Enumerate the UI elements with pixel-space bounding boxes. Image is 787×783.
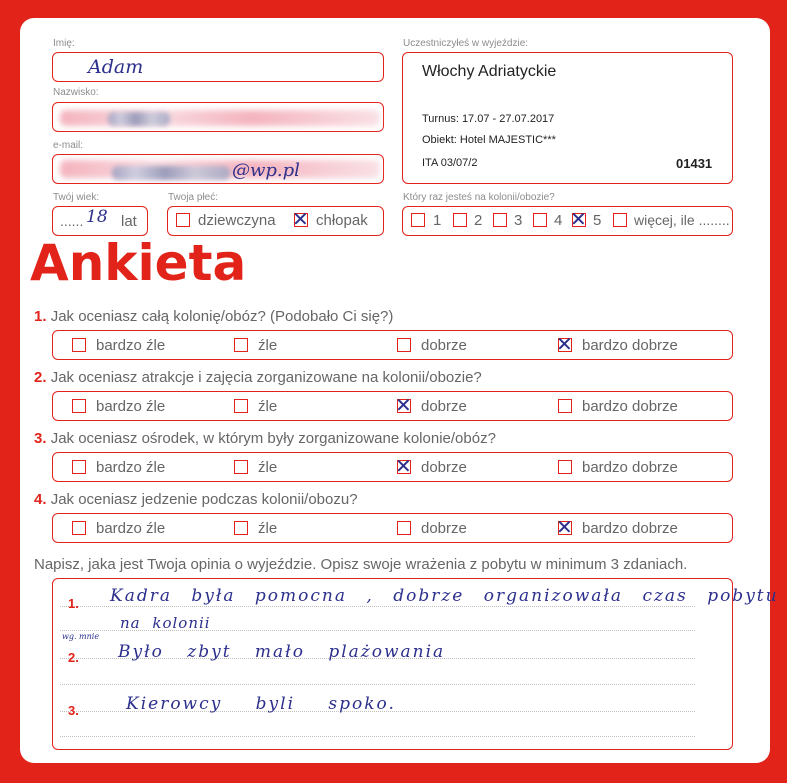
q3-option-4-label: bardzo dobrze	[582, 459, 678, 476]
q1-option-1-label: bardzo źle	[96, 337, 166, 354]
q3-option-1-checkbox[interactable]	[72, 460, 86, 474]
q2-check-mark: ✕	[395, 393, 412, 417]
q4-option-2-checkbox[interactable]	[234, 521, 248, 535]
age-label: Twój wiek:	[53, 192, 100, 203]
trip-obiekt: Obiekt: Hotel MAJESTIC***	[422, 134, 556, 146]
question-number: 4.	[34, 491, 47, 508]
q2-option-1-label: bardzo źle	[96, 398, 166, 415]
q4-option-1-checkbox[interactable]	[72, 521, 86, 535]
q1-option-4-label: bardzo dobrze	[582, 337, 678, 354]
q3-option-1-label: bardzo źle	[96, 459, 166, 476]
opinion-prompt: Napisz, jaka jest Twoja opinia o wyjeździe. Opisz swoje wrażenia z pobytu w minimum 3 zdaniach.	[34, 556, 688, 573]
name-label: Imię:	[53, 38, 75, 49]
times-label: Który raz jesteś na kolonii/obozie?	[403, 192, 555, 203]
times-2-label: 2	[474, 212, 483, 229]
times-3-checkbox[interactable]	[493, 213, 507, 227]
email-redacted-ink	[112, 166, 230, 180]
q4-option-4-label: bardzo dobrze	[582, 520, 678, 537]
q3-option-4-checkbox[interactable]	[558, 460, 572, 474]
opinion-text-3: Kierowcy byli spoko.	[126, 694, 396, 714]
opinion-text-1: Kadra była pomocna , dobrze organizowała czas pobytu	[110, 586, 779, 606]
times-5-check-mark: ✕	[570, 207, 587, 231]
opinion-line-1	[60, 606, 695, 607]
q2-option-4-checkbox[interactable]	[558, 399, 572, 413]
times-1-label: 1	[433, 212, 442, 229]
q2-option-1-checkbox[interactable]	[72, 399, 86, 413]
times-3-label: 3	[514, 212, 523, 229]
opinion-line-3b	[60, 736, 695, 737]
gender-female-checkbox[interactable]	[176, 213, 190, 227]
times-more-label: więcej, ile ........	[634, 212, 730, 228]
gender-male-check-mark: ✕	[292, 207, 309, 231]
q3-option-2-label: źle	[258, 459, 278, 476]
q1-option-3-label: dobrze	[421, 337, 467, 354]
question-text: Jak oceniasz całą kolonię/obóz? (Podobało Ci się?)	[50, 308, 394, 325]
question-text: Jak oceniasz jedzenie podczas kolonii/obozu?	[50, 491, 358, 508]
gender-male-label: chłopak	[316, 212, 368, 229]
gender-label: Twoja płeć:	[168, 192, 219, 203]
q1-option-3-checkbox[interactable]	[397, 338, 411, 352]
q3-option-3-label: dobrze	[421, 459, 467, 476]
question-number: 3.	[34, 430, 47, 447]
participant-label: Uczestniczyłeś w wyjeździe:	[403, 38, 529, 49]
trip-title: Włochy Adriatyckie	[422, 63, 557, 80]
trip-number: 01431	[676, 156, 713, 171]
name-value: Adam	[88, 56, 144, 78]
q2-option-2-label: źle	[258, 398, 278, 415]
q1-option-1-checkbox[interactable]	[72, 338, 86, 352]
q1-option-2-checkbox[interactable]	[234, 338, 248, 352]
survey-title: Ankieta	[30, 234, 247, 292]
question-number: 2.	[34, 369, 47, 386]
q2-option-2-checkbox[interactable]	[234, 399, 248, 413]
q4-option-1-label: bardzo źle	[96, 520, 166, 537]
q1-check-mark: ✕	[556, 332, 573, 356]
q1-option-2-label: źle	[258, 337, 278, 354]
question-text: Jak oceniasz atrakcje i zajęcia zorganizowane na kolonii/obozie?	[50, 369, 482, 386]
email-label: e-mail:	[53, 140, 84, 151]
question-number: 1.	[34, 308, 47, 325]
age-dots: ......	[60, 213, 84, 229]
age-unit: lat	[121, 213, 137, 230]
question-3	[34, 430, 496, 447]
times-5-label: 5	[593, 212, 602, 229]
trip-code: ITA 03/07/2	[422, 157, 478, 169]
email-tail: @wp.pl	[232, 160, 300, 181]
times-4-label: 4	[554, 212, 563, 229]
times-4-checkbox[interactable]	[533, 213, 547, 227]
q4-option-3-label: dobrze	[421, 520, 467, 537]
q3-check-mark: ✕	[395, 454, 412, 478]
opinion-line-number-3: 3.	[68, 703, 79, 718]
trip-turnus: Turnus: 17.07 - 27.07.2017	[422, 113, 555, 125]
opinion-line-number-2: 2.	[68, 650, 79, 665]
q4-option-2-label: źle	[258, 520, 278, 537]
q2-option-4-label: bardzo dobrze	[582, 398, 678, 415]
times-more-checkbox[interactable]	[613, 213, 627, 227]
q4-option-3-checkbox[interactable]	[397, 521, 411, 535]
q3-option-2-checkbox[interactable]	[234, 460, 248, 474]
question-4	[34, 491, 358, 508]
surname-redacted-ink	[108, 112, 170, 126]
opinion-line-2b	[60, 684, 695, 685]
gender-female-label: dziewczyna	[198, 212, 276, 229]
times-1-checkbox[interactable]	[411, 213, 425, 227]
opinion-note-2: wg. mnie	[62, 632, 100, 641]
opinion-text-2: Było zbyt mało plażowania	[118, 642, 446, 662]
opinion-line-number-1: 1.	[68, 596, 79, 611]
q2-option-3-label: dobrze	[421, 398, 467, 415]
age-value: 18	[86, 207, 108, 227]
question-text: Jak oceniasz ośrodek, w którym były zorganizowane kolonie/obóz?	[50, 430, 496, 447]
opinion-text-1-cont: na kolonii	[120, 614, 211, 632]
times-2-checkbox[interactable]	[453, 213, 467, 227]
question-2	[34, 369, 482, 386]
q4-check-mark: ✕	[556, 515, 573, 539]
surname-label: Nazwisko:	[53, 87, 99, 98]
question-1	[34, 308, 393, 325]
